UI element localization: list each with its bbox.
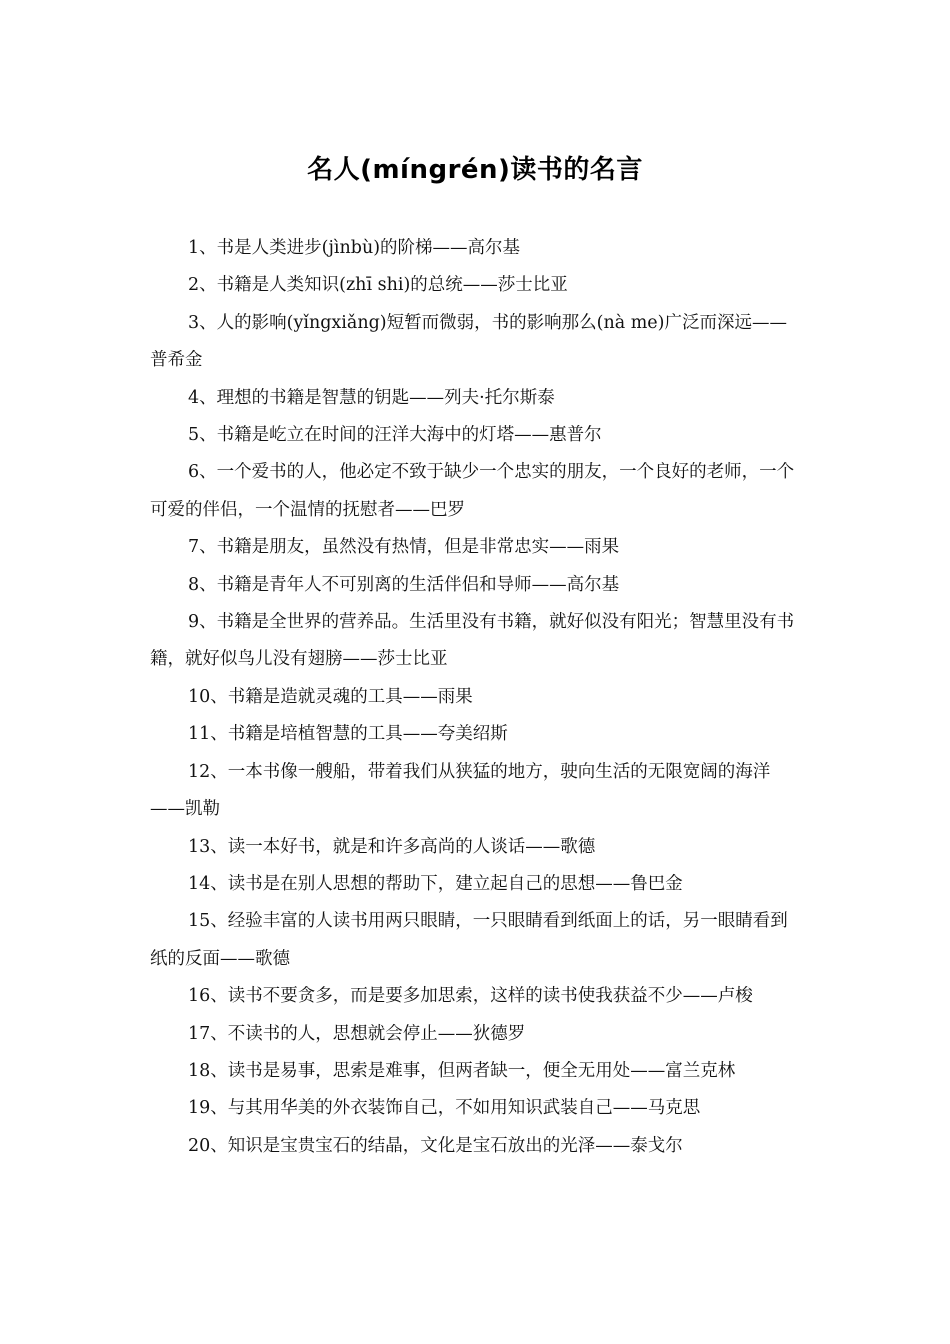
list-item: 1、书是人类进步(jìnbù)的阶梯——高尔基 (188, 238, 521, 258)
list-item: 13、读一本好书，就是和许多高尚的人谈话——歌德 (188, 836, 596, 857)
list-item: 12、一本书像一艘船，带着我们从狭猛的地方，驶向生活的无限宽阔的海洋——凯勒 (150, 761, 771, 820)
list-item: 14、读书是在别人思想的帮助下，建立起自己的思想——鲁巴金 (188, 873, 683, 894)
list-item: 5、书籍是屹立在时间的汪洋大海中的灯塔——惠普尔 (188, 425, 602, 446)
list-item: 6、一个爱书的人，他必定不致于缺少一个忠实的朋友，一个良好的老师，一个可爱的伴侣，一个温情的抚慰者——巴罗 (150, 462, 795, 520)
list-item: 7、书籍是朋友，虽然没有热情，但是非常忠实——雨果 (188, 537, 620, 558)
list-item: 8、书籍是青年人不可别离的生活伴侣和导师——高尔基 (188, 574, 620, 595)
list-item: 3、人的影响(yǐngxiǎng)短暂而微弱，书的影响那么(nà me)广泛而深远——普希金 (150, 312, 787, 371)
list-item: 10、书籍是造就灵魂的工具——雨果 (188, 686, 473, 707)
list-item: 2、书籍是人类知识(zhī shi)的总统——莎士比亚 (188, 275, 568, 296)
list-item: 18、读书是易事，思索是难事，但两者缺一，便全无用处——富兰克林 (188, 1060, 736, 1081)
list-item: 15、经验丰富的人读书用两只眼睛，一只眼睛看到纸面上的话，另一眼睛看到纸的反面——歌德 (150, 911, 788, 969)
list-item: 11、书籍是培植智慧的工具——夸美绍斯 (188, 724, 508, 745)
list-item: 4、理想的书籍是智慧的钥匙——列夫·托尔斯泰 (188, 387, 555, 408)
list-item: 17、不读书的人，思想就会停止——狄德罗 (188, 1023, 526, 1044)
list-item: 16、读书不要贪多，而是要多加思索，这样的读书使我获益不少——卢梭 (188, 986, 753, 1007)
list-item: 20、知识是宝贵宝石的结晶，文化是宝石放出的光泽——泰戈尔 (188, 1135, 683, 1156)
document-title: 名人(míngrén)读书的名言 (307, 155, 643, 185)
list-item: 9、书籍是全世界的营养品。生活里没有书籍，就好似没有阳光；智慧里没有书籍，就好似鸟儿没有翅膀——莎士比亚 (150, 612, 795, 670)
quote-list (150, 230, 795, 1165)
list-item: 19、与其用华美的外衣装饰自己，不如用知识武装自己——马克思 (188, 1098, 701, 1119)
